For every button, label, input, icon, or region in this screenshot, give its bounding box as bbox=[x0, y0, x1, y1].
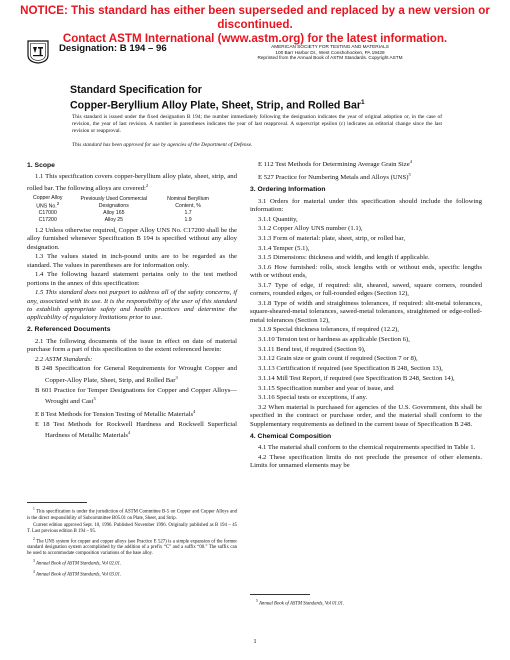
title-line-2 bbox=[70, 97, 470, 112]
ordering-item: 3.1.9 Special thickness tolerances, if required (12.2), bbox=[258, 326, 399, 334]
footnote: $^4$ Annual Book of ASTM Standards, Vol 03.01. bbox=[33, 569, 122, 578]
designation: Designation: B 194 – 96 bbox=[59, 43, 167, 54]
paragraph-3-1: 3.1 Orders for material under this specification should include the following information: bbox=[250, 197, 482, 214]
section-heading-referenced-documents: 2. Referenced Documents bbox=[27, 326, 111, 334]
ordering-item: 3.1.10 Tension test or hardness as applicable (Section 6), bbox=[258, 336, 410, 344]
table-cell: C17200 bbox=[38, 216, 57, 223]
issue-statement: This standard is issued under the fixed designation B 194; the number immediately following the designation indicates the year of original adoption or, in the case of revision, the year of last revision. A number in parentheses indicates the year of last reapproval. A superscript epsilon (ε) indicates an editorial change since the last revision or reapproval. bbox=[72, 114, 442, 134]
ordering-item: 3.1.8 Type of width and straightness tolerances, if required: slit-metal tolerances, square-sheared-metal tolerances, sawed-metal tolerances, straightened or edge-rolled-metal tolerances (Section 12), bbox=[250, 300, 482, 324]
table-row bbox=[27, 217, 217, 223]
section-heading-ordering-information: 3. Ordering Information bbox=[250, 186, 326, 194]
footnotes-left bbox=[27, 506, 237, 579]
publisher-line: 100 Barr Harbor Dr., West Conshohocken, PA 19428 bbox=[275, 49, 385, 55]
paragraph-4-1: 4.1 The material shall conform to the chemical requirements specified in Table 1. bbox=[258, 444, 476, 452]
footnotes-right bbox=[250, 598, 482, 609]
ordering-item: 3.1.3 Form of material: plate, sheet, strip, or rolled bar, bbox=[258, 235, 406, 243]
footnote-divider bbox=[250, 594, 310, 595]
paragraph-1-5: 1.5 This standard does not purport to address all of the safety concerns, if any, associated with its use. It is the responsibility of the user of this standard to establish appropriate safety and health practices and determine the applicability of regulatory limitations prior to use. bbox=[27, 289, 237, 322]
paragraph-1-1: 1.1 This specification covers copper-beryllium alloy plate, sheet, strip, and rolled bar. The following alloys are covered:$^2$ bbox=[27, 173, 237, 192]
footnote: $^2$ The UNS system for copper and copper alloys (see Practice E 527) is a simple expansion of the former standard designation system accomplished by the addition of a prefix “C” and a suffix “00.” The suffix can be used to accommodate composition variations of the base alloy. bbox=[27, 536, 237, 557]
paragraph-3-2: 3.2 When material is purchased for agencies of the U.S. Government, this shall be specified in the contract or purchase order, and the material shall conform to the Supplementary requirements as defined in the current issue of Specification B 248. bbox=[250, 403, 482, 428]
ordering-item: 3.1.5 Dimensions: thickness and width, and length if applicable. bbox=[258, 254, 430, 262]
footnote-divider bbox=[27, 502, 87, 503]
ordering-item: 3.1.12 Grain size or grain count if required (Section 7 or 8), bbox=[258, 355, 418, 363]
table-cell: C17000 bbox=[38, 210, 57, 217]
title-footnote-mark: 1 bbox=[361, 98, 365, 106]
ordering-item: 3.1.2 Copper Alloy UNS number (1.1), bbox=[258, 225, 363, 233]
reference-item: E 527 Practice for Numbering Metals and Alloys (UNS)$^5$ bbox=[258, 171, 411, 182]
publisher-block bbox=[250, 44, 410, 61]
paragraph-1-4: 1.4 The following hazard statement pertains only to the test method portions in the annex of this specification: bbox=[27, 271, 237, 287]
footnote: $^5$ Annual Book of ASTM Standards, Vol 01.01. bbox=[256, 599, 345, 607]
paragraph-1-2: 1.2 Unless otherwise required, Copper Alloy UNS No. C17200 shall be the alloy furnished whenever Specification B 194 is specified without any alloy designation. bbox=[27, 227, 237, 251]
right-column bbox=[250, 158, 482, 472]
table-header-cell: Copper Alloy UNS No.$^2$ bbox=[33, 195, 63, 211]
table-header-cell: Nominal Beryllium Content, % bbox=[167, 196, 209, 209]
section-heading-chemical-composition: 4. Chemical Composition bbox=[250, 432, 332, 440]
paragraph-2-2: 2.2 ASTM Standards: bbox=[35, 355, 93, 363]
ordering-item: 3.1.4 Temper (5.1), bbox=[258, 244, 310, 252]
table-cell: Alloy 25 bbox=[104, 216, 124, 223]
reference-item: E 18 Test Methods for Rockwell Hardness and Rockwell Superficial Hardness of Metallic Materials$^4$ bbox=[35, 420, 237, 440]
page-number: 1 bbox=[253, 638, 257, 645]
ordering-item: 3.1.15 Specification number and year of issue, and bbox=[258, 384, 394, 392]
footnote: Current edition approved Sept. 10, 1996. Published November 1996. Originally published as B 194 – 45 T. Last previous edition B 194 – 95. bbox=[27, 522, 237, 534]
left-column bbox=[27, 158, 237, 442]
paragraph-2-1: 2.1 The following documents of the issue in effect on date of material purchase form a part of this specification to the extent referenced herein: bbox=[27, 337, 237, 354]
document-title bbox=[70, 84, 470, 112]
ordering-item: 3.1.13 Certification if required (see Specification B 248, Section 13), bbox=[258, 365, 443, 373]
ordering-item: 3.1.7 Type of edge, if required: slit, sheared, sawed, square corners, rounded corners, rounded edges, or full-rounded edges (Section 12), bbox=[250, 282, 482, 298]
ordering-item: 3.1.11 Bend test, if required (Section 9), bbox=[258, 345, 366, 353]
footnote: $^3$ Annual Book of ASTM Standards, Vol 02.01. bbox=[33, 559, 122, 567]
section-heading-scope: 1. Scope bbox=[27, 162, 55, 169]
reference-item: E 8 Test Methods for Tension Testing of Metallic Materials$^4$ bbox=[35, 408, 196, 419]
ordering-item: 3.1.16 Special tests or exceptions, if any. bbox=[258, 394, 368, 402]
publisher-line: AMERICAN SOCIETY FOR TESTING AND MATERIALS bbox=[271, 44, 389, 49]
alloy-table bbox=[27, 195, 217, 223]
table-header-cell: Previously Used Commercial Designations bbox=[80, 196, 148, 209]
reference-item: E 112 Test Methods for Determining Average Grain Size$^4$ bbox=[258, 159, 412, 169]
ordering-item: 3.1.6 How furnished: rolls, stock lengths with or without ends, specific lengths with or without ends, bbox=[250, 264, 482, 280]
table-cell: 1.9 bbox=[184, 216, 192, 223]
paragraph-4-2: 4.2 These specification limits do not preclude the presence of other elements. Limits for unnamed elements may be bbox=[250, 453, 482, 470]
footnote-mark: 2 bbox=[145, 182, 149, 188]
reference-item: B 248 Specification for General Requirements for Wrought Copper and Copper-Alloy Plate, Sheet, Strip, and Rolled Bar$^3$ bbox=[35, 365, 237, 384]
table-row bbox=[27, 210, 217, 216]
ordering-item: 3.1.14 Mill Test Report, if required (see Specification B 248, Section 14), bbox=[258, 374, 455, 382]
notice-line-2: Contact ASTM International (www.astm.org) for the latest information. bbox=[62, 32, 448, 45]
astm-logo-icon bbox=[27, 40, 49, 64]
title-text: Copper-Beryllium Alloy Plate, Sheet, Strip, and Rolled Bar bbox=[70, 99, 361, 112]
notice-line-1: NOTICE: This standard has either been superseded and replaced by a new version or discontinued. bbox=[20, 4, 490, 31]
publisher-line: Reprinted from the Annual Book of ASTM Standards. Copyright ASTM bbox=[257, 55, 403, 61]
table-cell: Alloy 165 bbox=[103, 210, 125, 217]
dod-approval-statement: This standard has been approved for use by agencies of the Department of Defense. bbox=[72, 142, 253, 148]
table-header-row bbox=[27, 195, 217, 210]
ordering-item: 3.1.1 Quantity, bbox=[258, 215, 298, 223]
footnote: $^1$ This specification is under the jurisdiction of ASTM Committee B-5 on Copper and Copper Alloys and is the direct responsibility of Subcommittee B05.01 on Plate, Sheet, and Strip. bbox=[27, 507, 237, 521]
table-cell: 1.7 bbox=[184, 210, 192, 217]
title-line-1: Standard Specification for bbox=[70, 84, 202, 96]
supersession-notice bbox=[0, 4, 510, 46]
paragraph-1-3: 1.3 The values stated in inch-pound units are to be regarded as the standard. The values in parentheses are for information only. bbox=[27, 253, 237, 269]
reference-item: B 601 Practice for Temper Designations for Copper and Copper Alloys—Wrought and Cast$^3$ bbox=[35, 386, 237, 406]
